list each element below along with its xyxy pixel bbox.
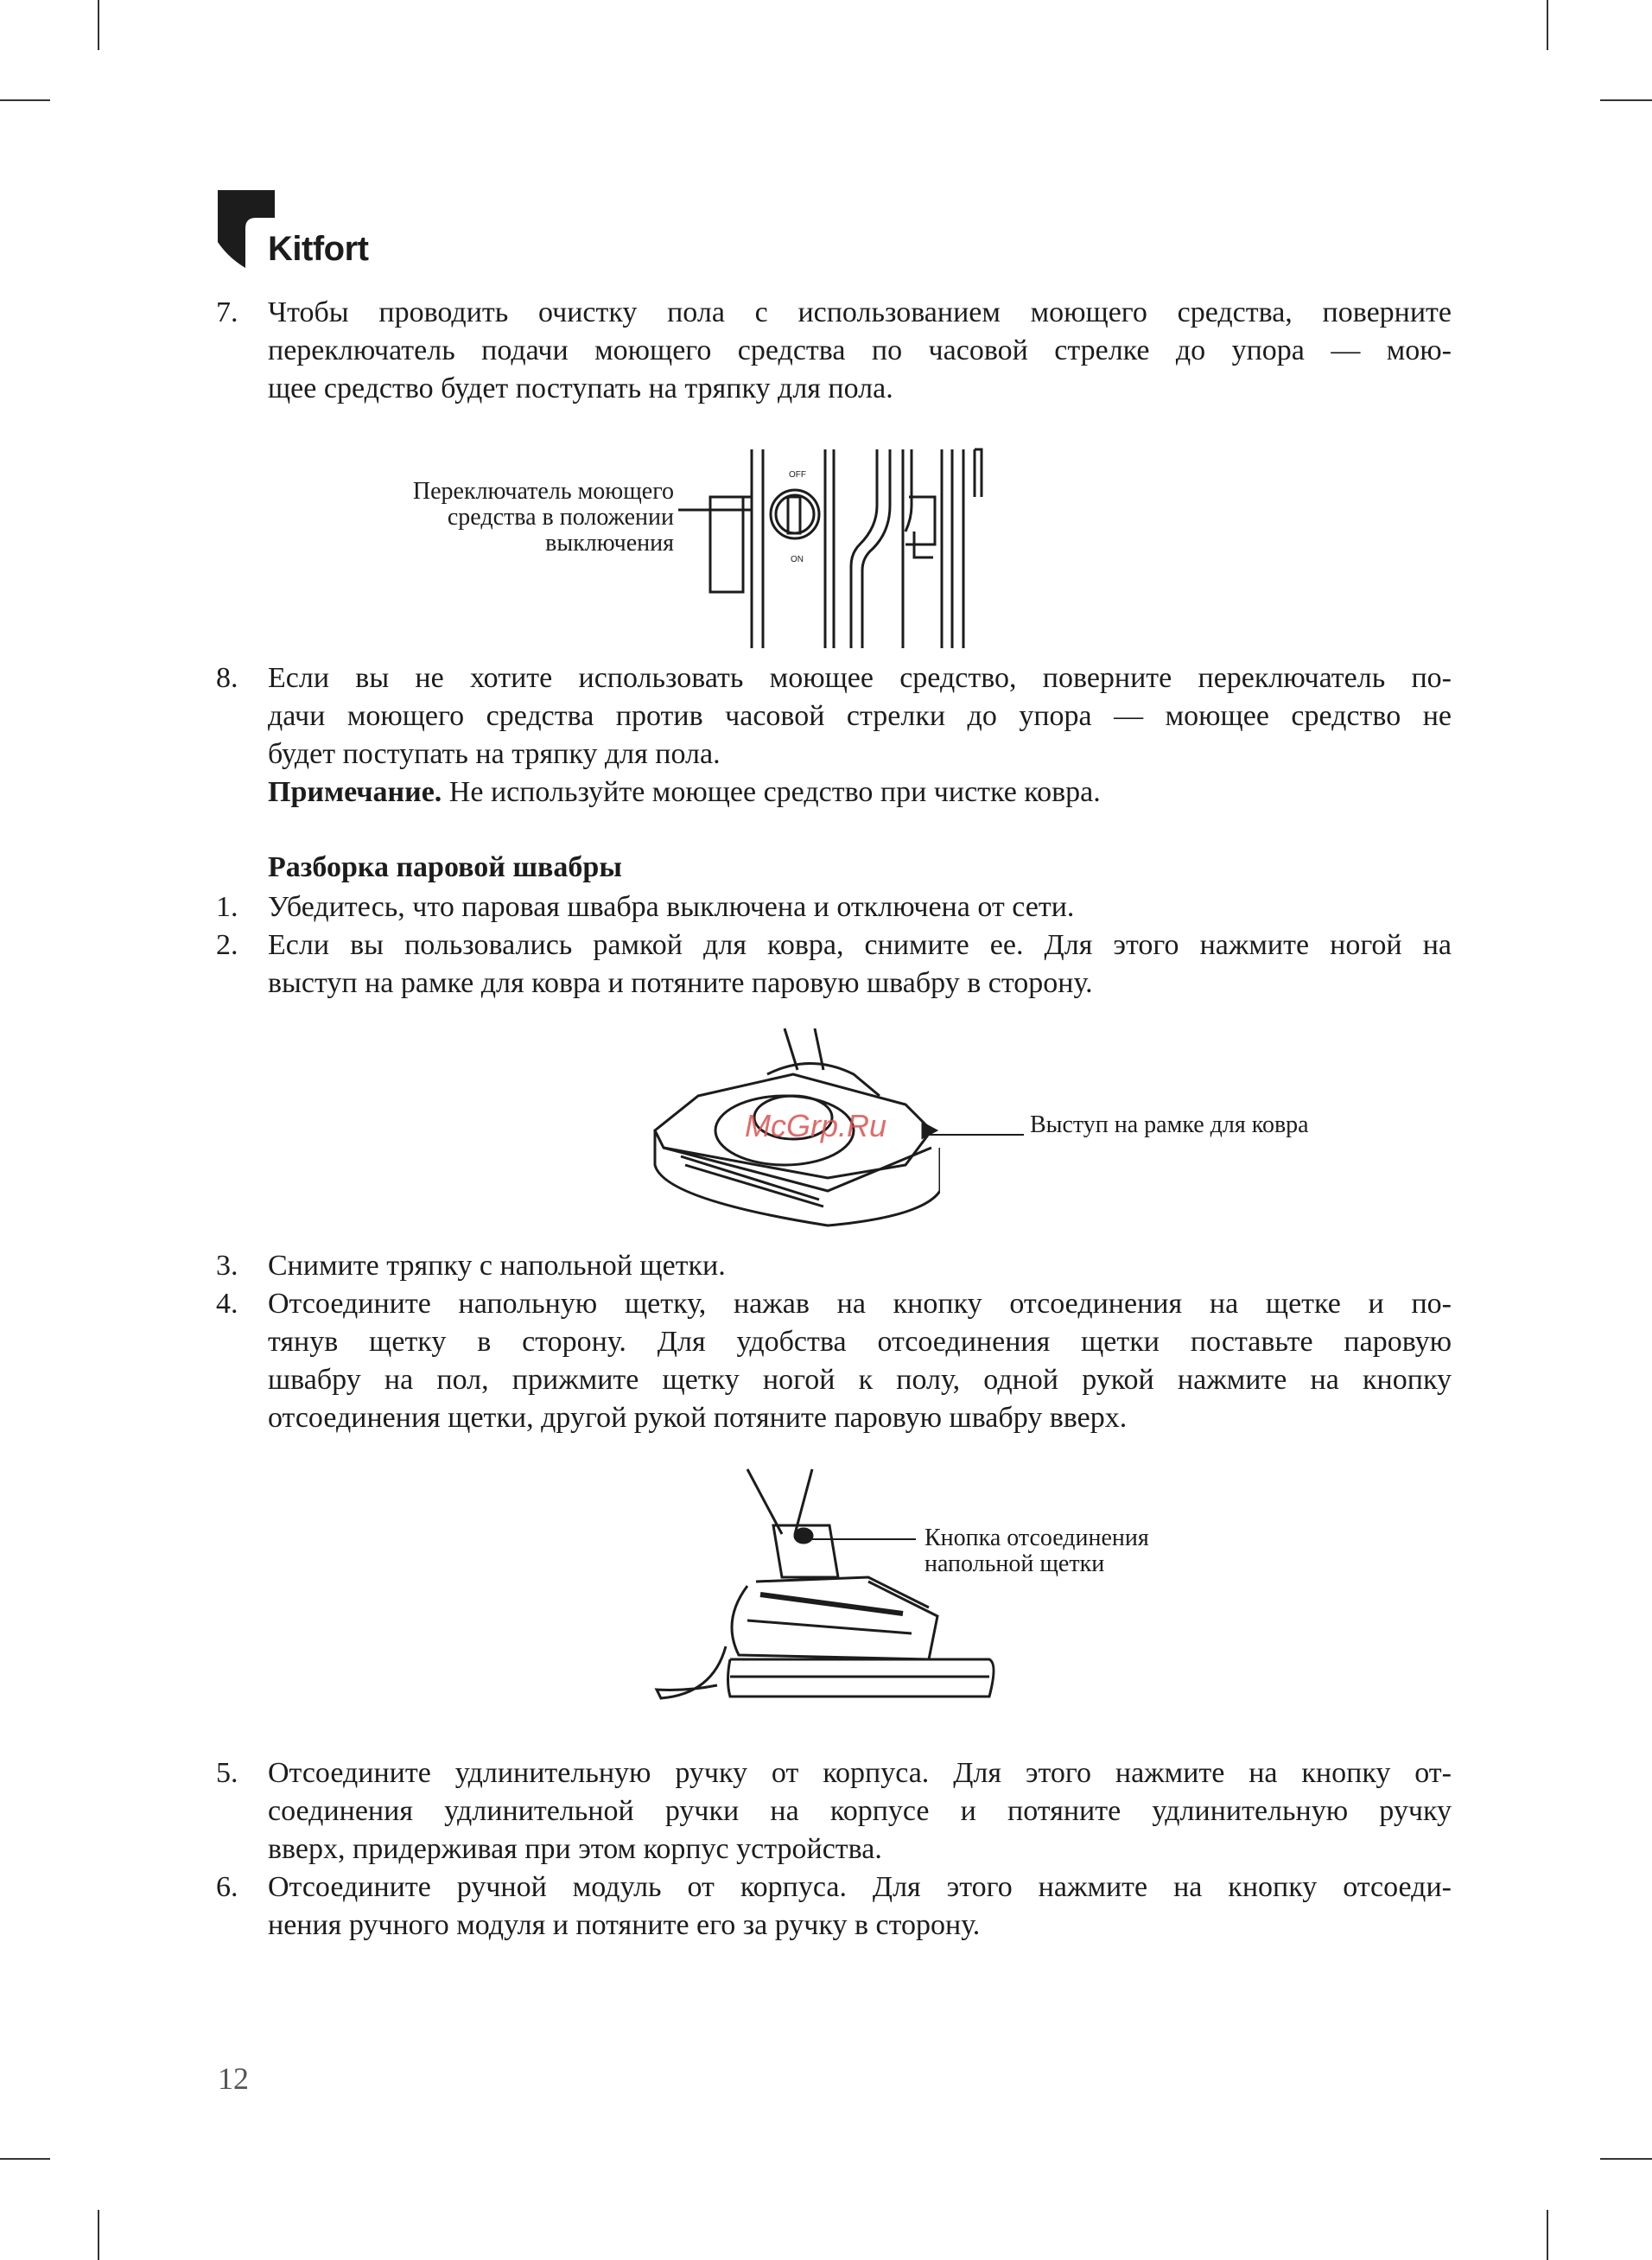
crop-mark [98, 0, 99, 50]
text-line: нения ручного модуля и потяните его за ручку в сторону. [268, 1909, 981, 1941]
text-line: тянув щетку в сторону. Для удобства отсоединения щетки поставьте паровую [268, 1326, 1452, 1358]
text-line: вверх, придерживая при этом корпус устройства. [268, 1833, 882, 1865]
section-title: Разборка паровой швабры [268, 851, 622, 883]
callout-line: выключения [545, 530, 674, 557]
crop-mark [98, 2210, 99, 2260]
list-item [216, 926, 1452, 1003]
list-number: 6. [216, 1871, 238, 1903]
list-item [216, 659, 1452, 812]
list-number: 8. [216, 662, 238, 694]
floor-brush-release-illustration [652, 1465, 998, 1716]
text-line: Убедитесь, что паровая швабра выключена и отключена от сети. [268, 891, 1075, 923]
note-text: Не используйте моющее средство при чистке ковра. [442, 776, 1101, 808]
text-line: отсоединения щетки, другой рукой потяните паровую швабру вверх. [268, 1402, 1128, 1434]
list-number: 4. [216, 1288, 238, 1320]
crop-mark [0, 99, 50, 101]
callout-line: Переключатель моющего [412, 478, 674, 505]
text-line: Отсоедините напольную щетку, нажав на кнопку отсоединения на щетке и по- [268, 1288, 1452, 1320]
text-line: Отсоедините удлинительную ручку от корпуса. Для этого нажмите на кнопку от- [268, 1757, 1452, 1789]
text-line: швабру на пол, прижмите щетку ногой к полу, одной рукой нажмите на кнопку [268, 1364, 1452, 1396]
watermark: McGrp.Ru [745, 1108, 887, 1143]
text-line: переключатель подачи моющего средства по часовой стрелке до упора — мою- [268, 334, 1452, 366]
text-line: Отсоедините ручной модуль от корпуса. Для этого нажмите на кнопку отсоеди- [268, 1871, 1452, 1903]
callout-line: напольной щетки [924, 1550, 1105, 1577]
list-item [216, 1868, 1452, 1945]
crop-mark [0, 2158, 50, 2160]
list-item [216, 1247, 1452, 1285]
text-line: Если вы не хотите использовать моющее средство, поверните переключатель по- [268, 662, 1452, 694]
crop-mark [1600, 2158, 1652, 2160]
callout-line: Кнопка отсоединения [924, 1525, 1149, 1551]
callout-line: средства в положении [447, 504, 674, 531]
fig3-callout [924, 1525, 1149, 1577]
fig3-leader-line [804, 1537, 924, 1542]
brand-name: Kitfort [268, 230, 369, 268]
note-line [268, 773, 1452, 812]
crop-mark [1547, 2210, 1548, 2260]
fig1-callout [346, 479, 674, 557]
detergent-switch-illustration [674, 445, 985, 653]
off-label: OFF [789, 470, 806, 480]
text-line: выступ на рамке для ковра и потяните паровую швабру в сторону. [268, 967, 1093, 999]
list-number: 7. [216, 296, 238, 328]
text-line: Снимите тряпку с напольной щетки. [268, 1250, 726, 1282]
crop-mark [1600, 99, 1652, 101]
note-label: Примечание. [268, 776, 442, 808]
list-item [216, 1754, 1452, 1868]
fig2-callout: Выступ на рамке для ковра [1030, 1111, 1309, 1138]
text-line: Если вы пользовались рамкой для ковра, снимите ее. Для этого нажмите ногой на [268, 929, 1452, 961]
brand-logo [216, 188, 389, 271]
list-number: 3. [216, 1250, 238, 1282]
crop-mark [1547, 0, 1548, 50]
text-line: Чтобы проводить очистку пола с использованием моющего средства, поверните [268, 296, 1452, 328]
fig2-leader-line [929, 1132, 1024, 1137]
text-line: дачи моющего средства против часовой стрелки до упора — моющее средство не [268, 700, 1452, 732]
list-item [216, 1285, 1452, 1437]
text-line: щее средство будет поступать на тряпку для пола. [268, 372, 893, 404]
page-number: 12 [218, 2061, 249, 2096]
list-item [216, 294, 1452, 408]
on-label: ON [791, 555, 804, 564]
text-line: соединения удлинительной ручки на корпусе и потяните удлинительную ручку [268, 1795, 1452, 1827]
list-number: 2. [216, 929, 238, 961]
text-line: будет поступать на тряпку для пола. [268, 738, 721, 770]
list-number: 5. [216, 1757, 238, 1789]
list-number: 1. [216, 891, 238, 923]
list-item [216, 888, 1452, 926]
